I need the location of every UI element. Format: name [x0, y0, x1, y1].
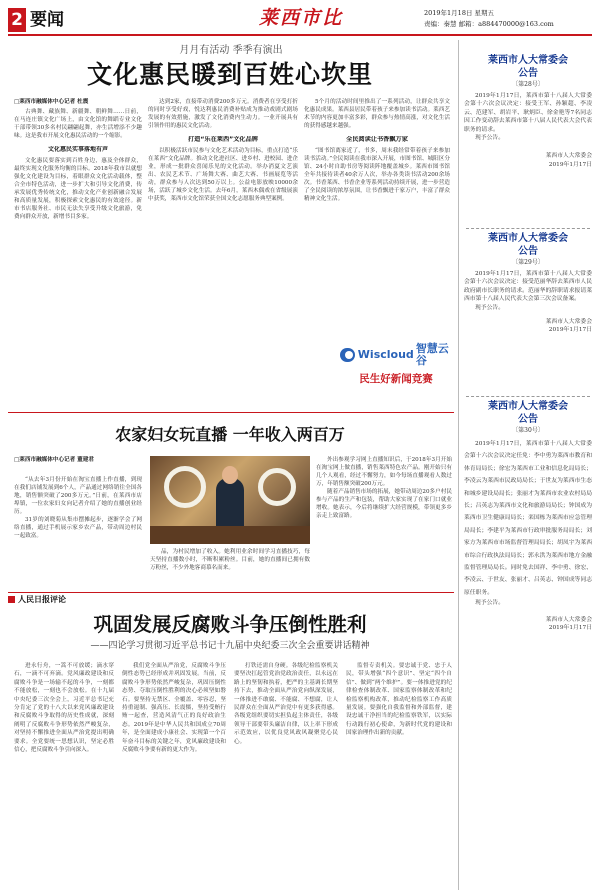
review-col-1 [14, 662, 114, 888]
issue-date: 2019年1月18日 星期五 [424, 9, 495, 17]
table [150, 526, 310, 544]
farmer-col-2 [150, 548, 310, 584]
masthead [0, 0, 600, 40]
ring-light-icon [258, 468, 296, 506]
notice-sign-org: 莱西市人大常委会 [545, 616, 592, 623]
review-col-2 [122, 662, 226, 888]
notice-body: 2019年1月17日，莱西市第十八届人大常委会第十六次会议决定：接受王军、孙颖超、李凌云、范建军、胡岩平、耿炳臣、徐金艳等7名同志因工作变动辞去莱西市第十八届人民代表大会代表职务的请求。 [464, 93, 592, 133]
notice-number: 〔第29号〕 [512, 259, 544, 266]
lead-col3-subhead: 全民阅读让书香飘万家 [346, 136, 408, 143]
lead-col2-para1: 达到2家，直接带动消费200多万元。消费者在享受打折的同时享受好戏，悦达利惠民消费补贴成为推动戏剧式剧场发展的有效措施，激发了文化消费内生动力。一业开展具有引领作用的惠民文化活动。 [148, 99, 298, 129]
lead-col3-para1: 5个月的活动时间里推出了一系列活动，让群众共享文化惠民成果。莱西县居民带着孩子来参加读书活动。莱西艺术节的内容更加丰富多彩，群众参与热情高涨，对文化生活的获得感越来越强。 [304, 99, 450, 129]
section-title: 要闻 [30, 10, 64, 30]
notice-29 [464, 232, 592, 392]
lead-col1-para2: 文化惠民要落实到百姓身边，惠及全体群众，最终实现文化服务均衡的目标。2018年我市以就想强化文化建设为目标，着眼群众文化活动载体，整合全市特色活动，进一步扩大和引导文化消费，传承发展优秀传统文化，推动文化产业创新融合发展和高质量发展，积极探索文化惠民的有效途径。新市书店服务社、市民无法失享受升级文化旅游，免费向群众开放，新增书目多家。 [14, 158, 142, 220]
lead-headline: 文化惠民暖到百姓心坎里 [86, 60, 373, 89]
notice-end: 现予公告。 [475, 304, 504, 311]
notice-title: 公告 [518, 68, 538, 79]
farmer-col3-para2: 随着产品销售市场的拓展，她带动周边20多户村民参与产品的生产和包装，帮助大家实现了在家门口就业增收。她表示，今后将继续扩大经营规模，带领更多乡亲走上致富路。 [316, 489, 452, 519]
review-tag [8, 592, 454, 606]
lead-col3-para2: “图书馆离家近了，书多，周末我经常带着孩子来参加读书活动。”全民阅读在我市深入开展，市图书馆、城阳区分馆、24小时自助书房等阅读阵地覆盖城乡。莱西市图书馆全年共接待读者40余万人次，举办各类读书活动200余场次。书香莱西、书香企业等系列活动持续开展，进一步营造了全民阅读的浓厚氛围，让书香飘进千家万户，丰富了群众精神文化生活。 [304, 148, 450, 202]
notice-org: 莱西市人大常委会 [488, 233, 568, 244]
notice-30 [464, 400, 592, 890]
lead-col-3 [304, 98, 450, 342]
notice-separator [466, 228, 590, 229]
notice-title: 公告 [518, 414, 538, 425]
tag-marker-icon [8, 596, 15, 603]
wiscloud-logo [340, 342, 452, 368]
notice-separator [466, 396, 590, 397]
notice-body: 2019年1月17日，莱西市第十八届人大常委会第十六次会议决定任免：李中勇为莱西市教育和体育局局长；徐宏为莱西市工业和信息化局局长；李凌云为莱西市民政局局长；于世友为莱西市生态和城乡建设局局长；张丽才为莱西市农业农村局局长；吕英志为莱西市文化和旅游局局长；钟国成为莱西市卫生健康局局长；栾国栋为莱西市应急管理局局长；李建平为莱西市行政审批服务局局长；刘家方为莱西市市场监督管理局局长；胡凤宇为莱西市综合行政执法局局长；郭永洪为莱西市地方金融监督管理局局长。同时免去国祥、李中勇、徐宏、李凌云、于世友、张丽才、吕英志、钟国成等同志原任职务。 [464, 441, 592, 596]
lead-col1-subhead: 文化惠民实事落地有声 [47, 146, 108, 153]
farmer-col-3 [316, 456, 452, 584]
review-col4-text: 监督专责机关。要忠诚于党、忠于人民，带头增强“四个意识”、坚定“四个自信”、做到“两个维护”。要一体推进党的纪律检查体制改革、国家监察体制改革和纪检监察机构改革，推动纪检监察工作高质量发展。要强化自我监督和外部监督，建设忠诚干净担当的纪检监察铁军，以实际行动践行初心使命，为新时代党的建设和国家治理作出新的贡献。 [346, 663, 452, 737]
lead-kicker: 月月有活动 季季有演出 [179, 45, 283, 56]
review-headline: 巩固发展反腐败斗争压倒性胜利 [93, 613, 367, 636]
cloud-logo-icon [340, 348, 355, 362]
page-number: 2 [11, 10, 23, 30]
review-subhead: ——四论学习贯彻习近平总书记十九届中央纪委三次全会重要讲话精神 [90, 641, 370, 651]
notice-number: 〔第30号〕 [512, 427, 544, 434]
review-col1-text: 进永行舟，一篙不可放缓；滴水穿石，一滴不可弃滴。党风廉政建设和反腐败斗争是一场输不起的斗争，一刻都不能放松，一刻也不会放松。在十九届中央纪委三次全会上，习近平总书记充分肯定了党的十八大以来党风廉政建设和反腐败斗争取得的历史性成就，深刻阐明了反腐败斗争形势依然严峻复杂，对坚持不懈推进全面从严治党提出明确要求。全党要统一思想认识，坚定必胜信心，把反腐败斗争引向深入。 [14, 663, 114, 754]
logo-cn: 智慧云谷 [415, 342, 449, 367]
review-col-3 [234, 662, 338, 888]
person-head [222, 466, 238, 484]
notice-column-rule [458, 40, 459, 890]
review-tag-label: 人民日报评论 [18, 595, 66, 604]
notice-org: 莱西市人大常委会 [488, 55, 568, 66]
lead-col2-subhead: 打造“乐在莱西”文化品牌 [187, 136, 258, 143]
farmer-byline: □莱西市融媒体中心记者 董建君 [14, 457, 94, 463]
review-col2-text: 我们党全面从严治党，反腐败斗争压倒性态势已经形成并巩固发展。当前，反腐败斗争形势依然严峻复杂，巩固压倒性态势、夺取压倒性胜利的决心必须坚如磐石。要坚持无禁区、全覆盖、零容忍，坚持重遏制、强高压、长震慑，坚持受贿行贿一起查，营造风清气正的良好政治生态。2019年是中华人民共和国成立70周年，是全面建成小康社会、实现第一个百年奋斗目标的关键之年，党风廉政建设和反腐败斗争要有新的更大作为。 [122, 663, 226, 754]
notice-number: 〔第28号〕 [512, 81, 544, 88]
farmer-headline: 农家妇女玩直播 一年收入两百万 [115, 425, 345, 444]
lead-byline: □莱西市融媒体中心记者 杜震 [14, 99, 89, 105]
notice-org: 莱西市人大常委会 [488, 401, 568, 412]
header-rule [8, 34, 592, 36]
review-col-4 [346, 662, 452, 888]
notice-sign-date: 2019年1月17日 [548, 625, 592, 632]
notice-sign-date: 2019年1月17日 [548, 161, 592, 168]
notice-end: 现予公告。 [475, 135, 504, 142]
notice-sign-org: 莱西市人大常委会 [545, 319, 592, 326]
divider [8, 412, 454, 413]
notice-body: 2019年1月17日，莱西市第十八届人大常委会第十六次会议决定：接受范丽华辞去莱西市人民政府副市长职务的请求。范丽华的辞职请求报请莱西市第十八届人民代表大会第三次会议备案。 [464, 271, 592, 303]
paper-name: 莱西市比 [258, 7, 343, 29]
farmer-col3-para1: 外出参观学习网上直播知识后，于2018年3月开始在淘宝网上做直播，销售莱西特色农产品。刚开始只有几个人观看，经过不懈努力，如今每场直播观看人数过万，年销售额突破200万元。 [316, 457, 452, 487]
farmer-col1-para2: 31岁的刘晓菊从集市摆摊起步，逐渐学会了网络直播，通过手机展示家乡农产品，带动周边村民一起致富。 [14, 517, 142, 539]
editor-info: 责编：秦慧 邮箱：a884470000@163.com [424, 20, 554, 28]
promo-tagline: 民生好新闻竞赛 [359, 373, 433, 385]
notice-28 [464, 54, 592, 224]
logo-wordmark: Wiscloud [357, 348, 414, 361]
notice-end: 现予公告。 [475, 600, 504, 607]
livestream-photo [150, 456, 310, 544]
lead-col2-para2: 以积极活跃市民参与文化艺术活动为目标，重点打造“乐在莱西”文化品牌。推动文化进社区、进乡村、进校园、进企业，形成一批群众喜闻乐见的文化活动。举办消夏文艺演出、农民艺术节、广场舞大赛、曲艺大赛、书画展览等活动，群众参与人次达到50万以上。公益电影放映10000余场，活跃了城乡文化生活。去年6月，莱西木偶戏在省级展演中获奖，莱西市文化馆荣获全国文化志愿服务典型案例。 [148, 148, 298, 202]
notice-sign-date: 2019年1月17日 [548, 327, 592, 334]
lead-col-2 [148, 98, 298, 346]
page-number-badge [8, 8, 26, 32]
review-col3-text: 打铁还需自身硬。各级纪检监察机关要坚决扛起管党治党政治责任，以永远在路上的坚韧和执着，把严的主基调长期坚持下去，推动全面从严治党向纵深发展，一体推进不敢腐、不能腐、不想腐，让人民群众在全面从严治党中有更多获得感。各级党组织要切实担负起主体责任，各级领导干部要带头廉洁自律，以上率下形成示范效应，以优良党风政风凝聚党心民心。 [234, 663, 338, 745]
lead-col1-para1: 古典舞、藏族舞、新疆舞、朝鲜舞……日前，在马连庄镇文化广场上，由文化馆的舞蹈专业文化干部带领30多名村民翩翩起舞，亦生活增添不少趣味。这是我市开展文化惠民活动的一个缩影。 [14, 109, 142, 139]
lead-col-1 [14, 108, 142, 346]
farmer-col-1 [14, 476, 142, 584]
farmer-col2-para1: 品，为村民增加了收入。她利用业余时间学习直播技巧，每天坚持直播数小时，不断积累粉丝。目前，她的直播间已拥有数万粉丝，不少外地客商慕名而来。 [150, 549, 310, 571]
farmer-col1-para1: “从去年3月份开始在淘宝直播上作直播，到现在我们店铺发展到6个人，产品通过网络销往全国各地，销售额突破了200多万元。”日前，在莱西市店埠镇，一位农家妇女向记者介绍了她的直播创业经历。 [14, 477, 142, 515]
ring-light-icon [164, 466, 206, 508]
notice-title: 公告 [518, 246, 538, 257]
notice-sign-org: 莱西市人大常委会 [545, 153, 592, 160]
promo-block [340, 342, 452, 394]
